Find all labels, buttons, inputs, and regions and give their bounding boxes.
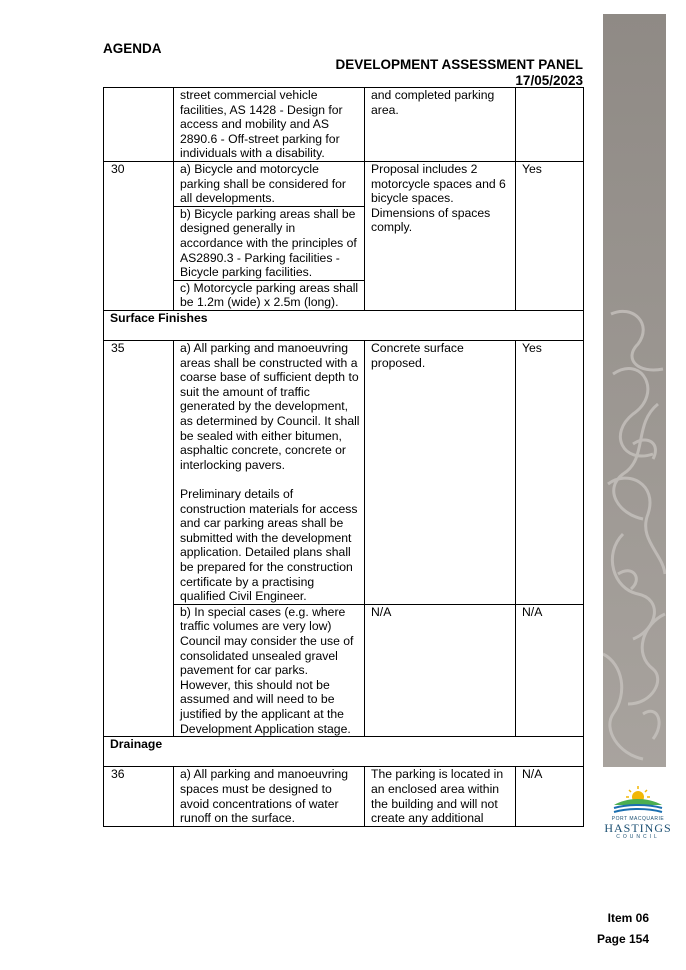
table-row <box>104 161 584 310</box>
section-heading <box>104 310 584 340</box>
compliance-cell: N/A <box>516 767 584 826</box>
requirement-cell <box>174 341 365 605</box>
requirement-item-b: b) Bicycle parking areas shall be designed generally in accordance with the principles of AS2890.3 - Parking facilities - Bicycle parking facilities. <box>174 207 364 281</box>
clause-number-cell: 36 <box>104 767 174 826</box>
table-row <box>104 341 584 605</box>
requirement-cell <box>174 161 365 310</box>
proposal-cell: Concrete surface proposed. <box>365 341 516 605</box>
council-logo <box>603 785 673 845</box>
swirl-pattern <box>603 14 666 767</box>
section-heading <box>104 737 584 767</box>
requirement-item-a: a) Bicycle and motorcycle parking shall be considered for all developments. <box>174 162 364 207</box>
proposal-cell: The parking is located in an enclosed area within the building and will not create any additional <box>365 767 516 826</box>
page-number: Page 154 <box>596 932 649 946</box>
decorative-sidebar <box>603 14 666 767</box>
proposal-cell: and completed parking area. <box>365 88 516 162</box>
panel-heading: DEVELOPMENT ASSESSMENT PANEL <box>335 57 583 72</box>
clause-number-cell: 35 <box>104 341 174 737</box>
logo-line-3: COUNCIL <box>616 834 660 840</box>
compliance-cell: Yes <box>516 161 584 310</box>
item-number: Item 06 <box>607 911 649 925</box>
proposal-cell: Proposal includes 2 motorcycle spaces and 6 bicycle spaces. Dimensions of spaces comply. <box>365 161 516 310</box>
requirement-paragraph: a) All parking and manoeuvring areas shall be constructed with a coarse base of sufficient depth to suit the amount of traffic generated by the development, as determined by Council. It shall be sealed with either bitumen, asphaltic concrete, concrete or interlocking pavers. <box>180 341 360 472</box>
compliance-cell: N/A <box>516 604 584 736</box>
compliance-cell: Yes <box>516 341 584 605</box>
section-row <box>104 737 584 767</box>
table-row <box>104 604 584 736</box>
table-row <box>104 767 584 826</box>
section-title: Drainage <box>110 737 163 752</box>
requirement-cell: a) All parking and manoeuvring spaces must be designed to avoid concentrations of water runoff on the surface. <box>174 767 365 826</box>
section-title: Surface Finishes <box>110 310 208 325</box>
logo-emblem-icon <box>610 785 666 815</box>
agenda-heading: AGENDA <box>103 41 162 56</box>
assessment-table <box>103 87 584 827</box>
logo-line-2: HASTINGS <box>604 821 672 835</box>
proposal-cell: N/A <box>365 604 516 736</box>
requirement-cell: street commercial vehicle facilities, AS 1428 - Design for access and mobility and AS 2890.6 - Off-street parking for individuals with a disability. <box>174 88 365 162</box>
clause-number-cell <box>104 88 174 162</box>
clause-number-cell: 30 <box>104 161 174 310</box>
compliance-cell <box>516 88 584 162</box>
requirement-item-c: c) Motorcycle parking areas shall be 1.2m (wide) x 2.5m (long). <box>180 280 359 310</box>
requirement-paragraph: Preliminary details of construction materials for access and car parking areas shall be submitted with the development application. Detailed plans shall be prepared for the construction certificate by a practising qualified Civil Engineer. <box>180 487 358 604</box>
requirement-cell: b) In special cases (e.g. where traffic volumes are very low) Council may consider the use of consolidated unsealed gravel pavement for car parks. However, this should not be assumed and will need to be justified by the applicant at the Development Application stage. <box>174 604 365 736</box>
meeting-date: 17/05/2023 <box>515 73 583 88</box>
table-row <box>104 88 584 162</box>
logo-line-1: PORT MACQUARIE <box>611 816 665 822</box>
section-row <box>104 310 584 340</box>
